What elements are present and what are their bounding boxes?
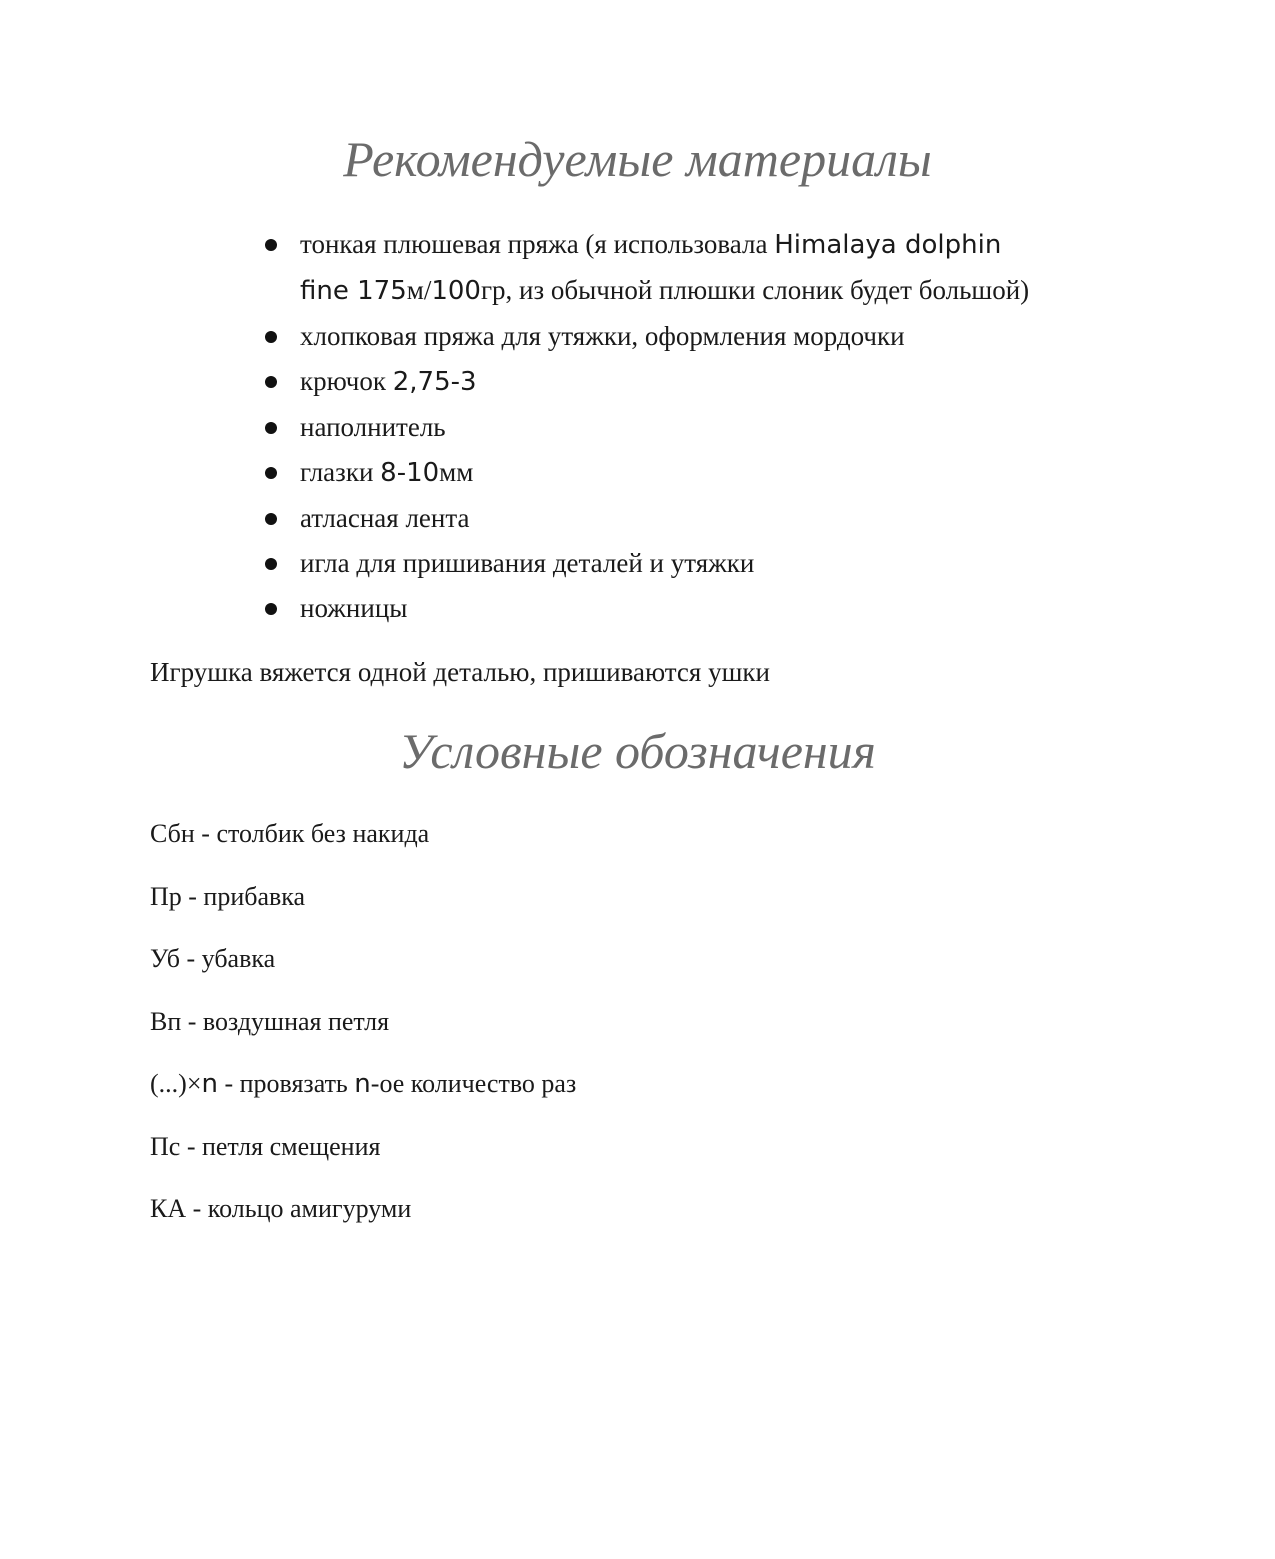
legend-heading: Условные обозначения bbox=[399, 723, 876, 779]
legend-item-ps: Пс - петля смещения bbox=[150, 1131, 381, 1161]
materials-list bbox=[262, 222, 1142, 631]
hook-label: крючок bbox=[300, 366, 393, 396]
yarn-brand-line2: fine 175 bbox=[300, 276, 407, 306]
repeat-suffix: -ое количество раз bbox=[370, 1069, 577, 1098]
list-item-hook bbox=[262, 359, 1142, 405]
materials-heading: Рекомендуемые материалы bbox=[343, 131, 932, 187]
yarn-brand-line1: Himalaya dolphin bbox=[774, 230, 1002, 260]
legend-item-ub: Уб - убавка bbox=[150, 944, 276, 973]
bullet-icon bbox=[265, 239, 277, 251]
list-item-ribbon bbox=[262, 496, 1142, 541]
list-item-scissors bbox=[262, 586, 1142, 631]
bullet-icon bbox=[265, 376, 277, 388]
list-item-yarn bbox=[262, 222, 1142, 314]
ribbon-text: атласная лента bbox=[300, 503, 470, 533]
list-item-cotton bbox=[262, 314, 1142, 359]
bullet-icon bbox=[265, 558, 277, 570]
repeat-middle: - провязать bbox=[217, 1069, 355, 1098]
legend-item-sbn: Сбн - столбик без накида bbox=[150, 819, 430, 848]
bullet-icon bbox=[265, 603, 277, 615]
yarn-text: тонкая плюшевая пряжа (я использовала bbox=[300, 229, 775, 259]
cotton-text: хлопковая пряжа для утяжки, оформления мордочки bbox=[300, 321, 905, 351]
bullet-icon bbox=[265, 467, 277, 479]
list-item-filler bbox=[262, 405, 1142, 450]
needle-text: игла для пришивания деталей и утяжки bbox=[300, 548, 755, 578]
bullet-icon bbox=[265, 513, 277, 525]
eyes-size: 8-10 bbox=[380, 458, 440, 488]
scissors-text: ножницы bbox=[300, 593, 408, 623]
repeat-prefix: (...)× bbox=[150, 1069, 202, 1098]
repeat-n: n bbox=[201, 1069, 218, 1099]
hook-size: 2,75-3 bbox=[392, 367, 477, 397]
repeat-n-second: n bbox=[354, 1069, 371, 1099]
yarn-text-rest: гр, из обычной плюшки слоник будет большой) bbox=[480, 275, 1030, 305]
list-item-eyes bbox=[262, 450, 1142, 496]
legend-item-ka: КА - кольцо амигуруми bbox=[150, 1194, 412, 1223]
assembly-note: Игрушка вяжется одной деталью, пришиваются ушки bbox=[150, 657, 770, 687]
list-item-needle bbox=[262, 541, 1142, 586]
yarn-unit-meters: м/ bbox=[406, 275, 432, 305]
bullet-icon bbox=[265, 422, 277, 434]
bullet-icon bbox=[265, 331, 277, 343]
legend-item-repeat bbox=[150, 1066, 576, 1129]
legend-list bbox=[150, 816, 576, 1254]
legend-item-vp: Вп - воздушная петля bbox=[150, 1006, 390, 1036]
legend-item-pr: Пр - прибавка bbox=[150, 881, 306, 911]
eyes-label: глазки bbox=[300, 457, 381, 487]
yarn-weight-number: 100 bbox=[431, 276, 481, 306]
eyes-unit: мм bbox=[439, 457, 474, 487]
filler-text: наполнитель bbox=[300, 412, 446, 442]
